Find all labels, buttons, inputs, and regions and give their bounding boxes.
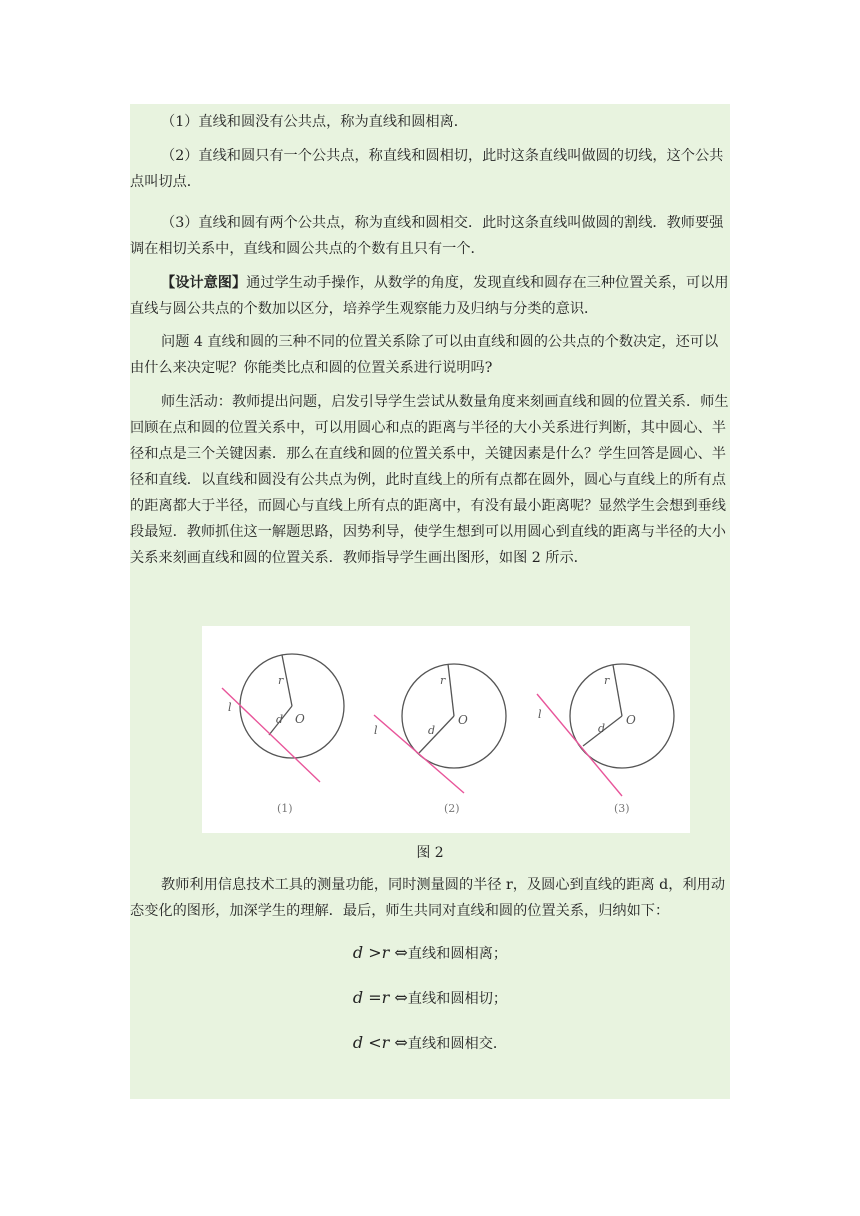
figure-diagrams <box>202 626 690 833</box>
label-l-3: l <box>538 708 542 721</box>
formula-separate-text: 直线和圆相离； <box>407 946 508 962</box>
sub-label-3: (3) <box>614 802 630 815</box>
design-intent-body: 通过学生动手操作，从数学的角度，发现直线和圆存在三种位置关系，可以用直线与圆公共点的个数加以区分，培养学生观察能力及归纳与分类的意识． <box>130 275 729 317</box>
formula-tangent-text: 直线和圆相切； <box>407 991 508 1007</box>
label-O-1: O <box>295 712 305 726</box>
label-l-1: l <box>228 701 232 714</box>
paragraph-3: （3）直线和圆有两个公共点，称为直线和圆相交．此时这条直线叫做圆的割线．教师要强调在相切关系中，直线和圆公共点的个数有且只有一个． <box>130 215 724 257</box>
paragraph-design-intent <box>130 270 730 322</box>
formula-tangent <box>0 988 860 1008</box>
design-intent-label: 【设计意图】 <box>161 275 247 291</box>
label-d-1: d <box>276 713 284 726</box>
label-O-2: O <box>458 713 468 727</box>
formula-intersect <box>0 1033 860 1053</box>
label-l-2: l <box>374 724 378 737</box>
formula-separate-lhs: d >r ⇔ <box>352 943 408 962</box>
diagram-tangent <box>374 664 506 815</box>
paragraph-activity: 师生活动：教师提出问题，启发引导学生尝试从数量角度来刻画直线和圆的位置关系．师生回顾在点和圆的位置关系中，可以用圆心和点的距离与半径的大小关系进行判断，其中圆心、半径和点是三个关键因素．那么在直线和圆的位置关系中，关键因素是什么？学生回答是圆心、半径和直线．以直线和圆没有公共点为例，此时直线上的所有点都在圆外，圆心与直线上的所有点的距离都大于半径，而圆心与直线上所有点的距离中，有没有最小距离呢？显然学生会想到垂线段最短．教师抓住这一解题思路，因势利导，使学生想到可以用圆心到直线的距离与半径的大小关系来刻画直线和圆的位置关系．教师指导学生画出图形，如图 2 所示． <box>130 394 729 566</box>
formula-intersect-text: 直线和圆相交． <box>407 1036 508 1052</box>
diagram-separate <box>222 654 344 815</box>
formula-separate <box>0 943 860 963</box>
label-d-2: d <box>428 724 436 737</box>
distance-2 <box>419 716 454 753</box>
paragraph-question-4: 问题 4 直线和圆的三种不同的位置关系除了可以由直线和圆的公共点的个数决定，还可以由什么来决定呢？你能类比点和圆的位置关系进行说明吗? <box>130 334 719 376</box>
line-3 <box>537 694 622 796</box>
label-O-3: O <box>626 713 636 727</box>
label-d-3: d <box>598 722 606 735</box>
paragraph-1: （1）直线和圆没有公共点，称为直线和圆相离． <box>161 114 468 130</box>
label-r-1: r <box>278 674 284 687</box>
formula-tangent-lhs: d =r ⇔ <box>352 988 408 1007</box>
figure-caption: 图 2 <box>416 845 444 861</box>
radius-3 <box>613 665 622 716</box>
paragraph-2: （2）直线和圆只有一个公共点，称直线和圆相切，此时这条直线叫做圆的切线，这个公共点叫切点． <box>130 148 724 190</box>
label-r-2: r <box>440 674 446 687</box>
line-2 <box>374 715 464 793</box>
paragraph-summary: 教师利用信息技术工具的测量功能，同时测量圆的半径 r，及圆心到直线的距离 d，利用动态变化的图形，加深学生的理解．最后，师生共同对直线和圆的位置关系，归纳如下： <box>130 877 726 919</box>
line-1 <box>222 688 320 782</box>
sub-label-1: (1) <box>277 802 293 815</box>
diagram-intersect <box>537 664 674 815</box>
radius-2 <box>448 664 454 716</box>
radius-1 <box>282 655 292 706</box>
formula-intersect-lhs: d <r ⇔ <box>352 1033 408 1052</box>
label-r-3: r <box>604 674 610 687</box>
figure-2 <box>202 626 690 833</box>
sub-label-2: (2) <box>444 802 460 815</box>
